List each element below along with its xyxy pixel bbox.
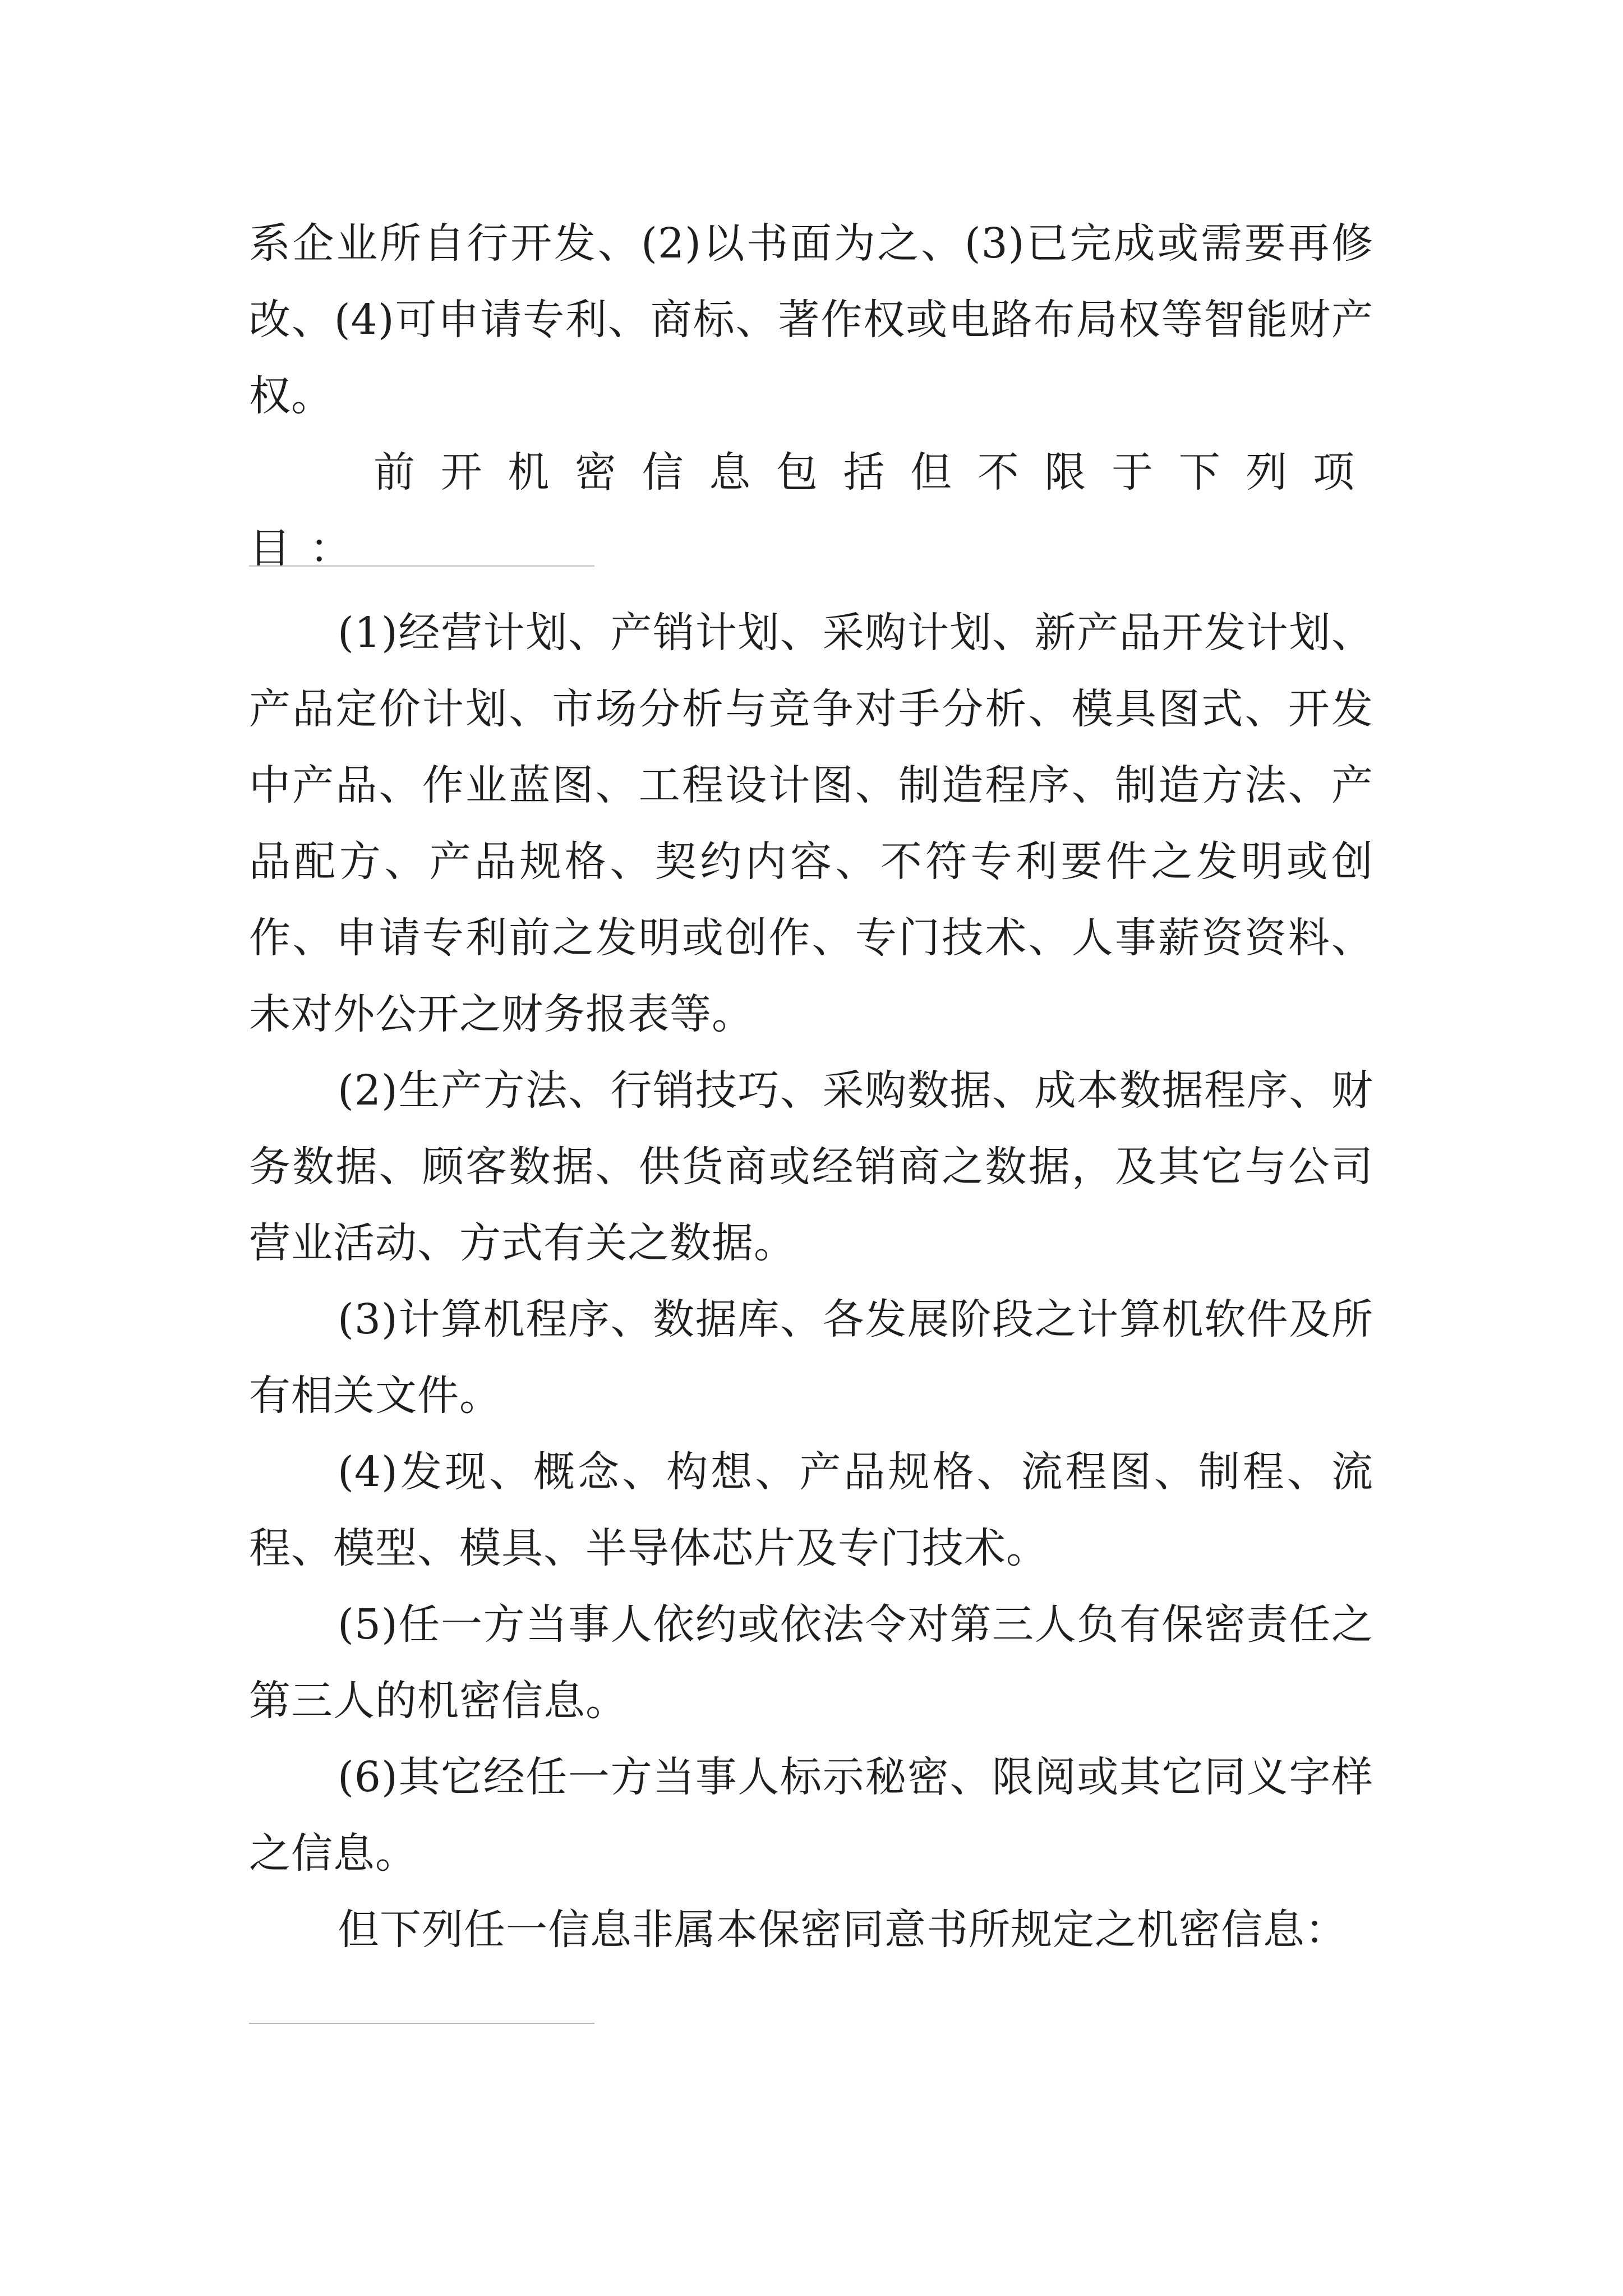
exclusion-intro: 但下列任一信息非属本保密同意书所规定之机密信息： [338,1906,1347,1954]
list-item-2: (2)生产方法、行销技巧、采购数据、成本数据程序、财务数据、顾客数据、供货商或经销商之数据，及其它与公司营业活动、方式有关之数据。 [249,1066,1373,1267]
list-item-6: (6)其它经任一方当事人标示秘密、限阅或其它同义字样之信息。 [249,1753,1373,1878]
footnote-divider [249,565,594,567]
footnote-divider-2 [249,2023,594,2024]
continuation-paragraph: 系企业所自行开发、(2)以书面为之、(3)已完成或需要再修改、(4)可申请专利、商标、著作权或电路布局权等智能财产权。 [249,219,1373,420]
list-item-4: (4)发现、概念、构想、产品规格、流程图、制程、流程、模型、模具、半导体芯片及专门技术。 [249,1448,1373,1572]
list-intro-heading: 前开机密信息包括但不限于下列项目： [249,448,1373,573]
list-item-1: (1)经营计划、产销计划、采购计划、新产品开发计划、产品定价计划、市场分析与竞争对手分析、模具图式、开发中产品、作业蓝图、工程设计图、制造程序、制造方法、产品配方、产品规格、契约内容、不符专利要件之发明或创作、申请专利前之发明或创作、专门技术、人事薪资资料、未对外公开之财务报表等。 [249,609,1373,1038]
list-item-3: (3)计算机程序、数据库、各发展阶段之计算机软件及所有相关文件。 [249,1295,1373,1420]
list-item-5: (5)任一方当事人依约或依法令对第三人负有保密责任之第三人的机密信息。 [249,1600,1373,1725]
